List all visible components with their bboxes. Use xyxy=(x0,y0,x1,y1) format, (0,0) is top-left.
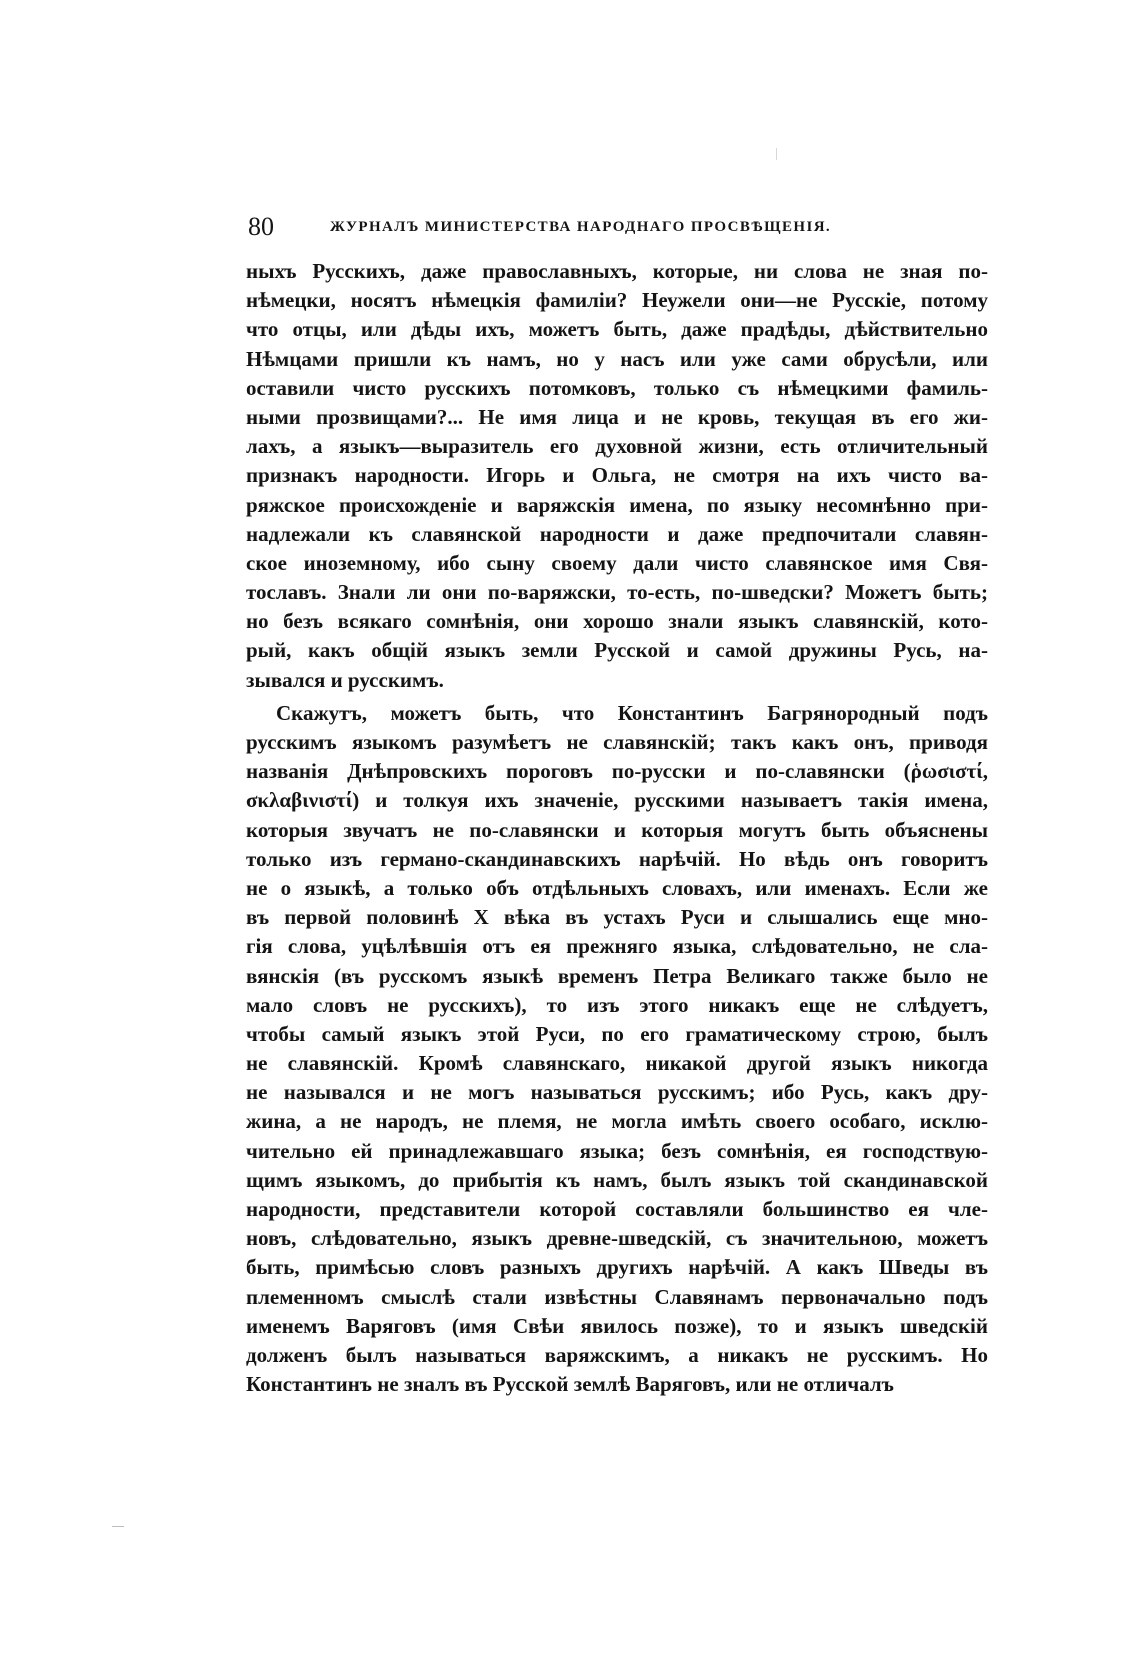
text-line: долженъ былъ называться варяжскимъ, а никакъ не русскимъ. Но xyxy=(246,1342,988,1367)
text-line: ными прозвищами?... Не имя лица и не кровь, текущая въ его жи- xyxy=(246,404,988,429)
text-line: Нѣмцами пришли къ намъ, но у насъ или уже сами обрусѣли, или xyxy=(246,346,988,371)
text-line: которыя звучатъ не по-славянски и которыя могутъ быть объяснены xyxy=(246,817,988,842)
text-line: быть, примѣсью словъ разныхъ другихъ нарѣчій. А какъ Шведы въ xyxy=(246,1255,988,1280)
running-title: ЖУРНАЛЪ МИНИСТЕРСТВА НАРОДНАГО ПРОСВѢЩЕНІЯ. xyxy=(330,219,832,235)
text-line: названія Днѣпровскихъ пороговъ по-русски и по-славянски (ῥωσιστί, xyxy=(246,759,988,784)
text-line: племенномъ смыслѣ стали извѣстны Славянамъ первоначально подъ xyxy=(246,1284,988,1309)
text-line: новъ, слѣдовательно, языкъ древне-шведскій, съ значительною, можетъ xyxy=(246,1226,988,1251)
page-header xyxy=(248,212,988,242)
text-line: жина, а не народъ, не племя, не могла имѣть своего особаго, исклю- xyxy=(246,1109,988,1134)
text-line: не о языкѣ, а только объ отдѣльныхъ словахъ, или именахъ. Если же xyxy=(246,875,988,900)
text-line: зывался и русскимъ. xyxy=(246,667,444,692)
text-line: что отцы, или дѣды ихъ, можетъ быть, даже прадѣды, дѣйствительно xyxy=(246,317,988,342)
text-line: русскимъ языкомъ разумѣетъ не славянскій; такъ какъ онъ, приводя xyxy=(246,730,988,754)
page-number: 80 xyxy=(248,212,274,241)
text-line: оставили чисто русскихъ потомковъ, только съ нѣмецкими фамиль- xyxy=(246,375,988,400)
scan-artifact xyxy=(776,148,777,160)
text-line: лахъ, а языкъ—выразитель его духовной жизни, есть отличительный xyxy=(246,434,988,459)
text-line: въ первой половинѣ X вѣка въ устахъ Руси и слышались еще мно- xyxy=(246,905,988,930)
body-text xyxy=(246,257,988,1399)
text-line: надлежали къ славянской народности и даже предпочитали славян- xyxy=(246,521,988,546)
text-line: чительно ей принадлежавшаго языка; безъ сомнѣнія, ея господствую- xyxy=(246,1138,988,1163)
text-line: ряжское происхожденіе и варяжскія имена, по языку несомнѣнно при- xyxy=(246,492,988,517)
text-line: щимъ языкомъ, до прибытія къ намъ, былъ языкъ той скандинавской xyxy=(246,1167,988,1192)
scan-edge-mark xyxy=(112,1526,124,1527)
text-line: именемъ Варяговъ (имя Свѣи явилось позже), то и языкъ шведскій xyxy=(246,1313,988,1338)
text-line: вянскія (въ русскомъ языкѣ временъ Петра Великаго также было не xyxy=(246,963,988,988)
text-line: тославъ. Знали ли они по-варяжски, то-есть, по-шведски? Можетъ быть; xyxy=(246,580,988,605)
text-line: Скажутъ, можетъ быть, что Константинъ Багрянородный подъ xyxy=(276,700,988,725)
text-line: нѣмецки, носятъ нѣмецкія фамиліи? Неужели они—не Русскіе, потому xyxy=(246,288,988,313)
text-line: σκλαβινιστί) и толкуя ихъ значеніе, русскими называетъ такія имена, xyxy=(246,788,988,813)
text-line: ныхъ Русскихъ, даже православныхъ, которые, ни слова не зная по- xyxy=(246,259,988,283)
text-line: признакъ народности. Игорь и Ольга, не смотря на ихъ чисто ва- xyxy=(246,463,988,488)
text-line: мало словъ не русскихъ), то изъ этого никакъ еще не слѣдуетъ, xyxy=(246,992,988,1017)
text-line: ское иноземному, ибо сыну своему дали чисто славянское имя Свя- xyxy=(246,550,988,575)
text-line: не назывался и не могъ называться русскимъ; ибо Русь, какъ дру- xyxy=(246,1080,988,1105)
text-line: народности, представители которой составляли большинство ея чле- xyxy=(246,1197,988,1221)
text-line: только изъ германо-скандинавскихъ нарѣчій. Но вѣдь онъ говоритъ xyxy=(246,846,988,871)
text-line: Константинъ не зналъ въ Русской землѣ Варяговъ, или не отличалъ xyxy=(246,1372,894,1397)
text-line: не славянскій. Кромѣ славянскаго, никакой другой языкъ никогда xyxy=(246,1051,988,1076)
text-line: гія слова, уцѣлѣвшія отъ ея прежняго языка, слѣдовательно, не сла- xyxy=(246,934,988,959)
text-line: рый, какъ общій языкъ земли Русской и самой дружины Русь, на- xyxy=(246,638,988,663)
text-line: чтобы самый языкъ этой Руси, по его граматическому строю, былъ xyxy=(246,1021,988,1046)
text-line: но безъ всякаго сомнѣнія, они хорошо знали языкъ славянскій, кото- xyxy=(246,609,988,634)
